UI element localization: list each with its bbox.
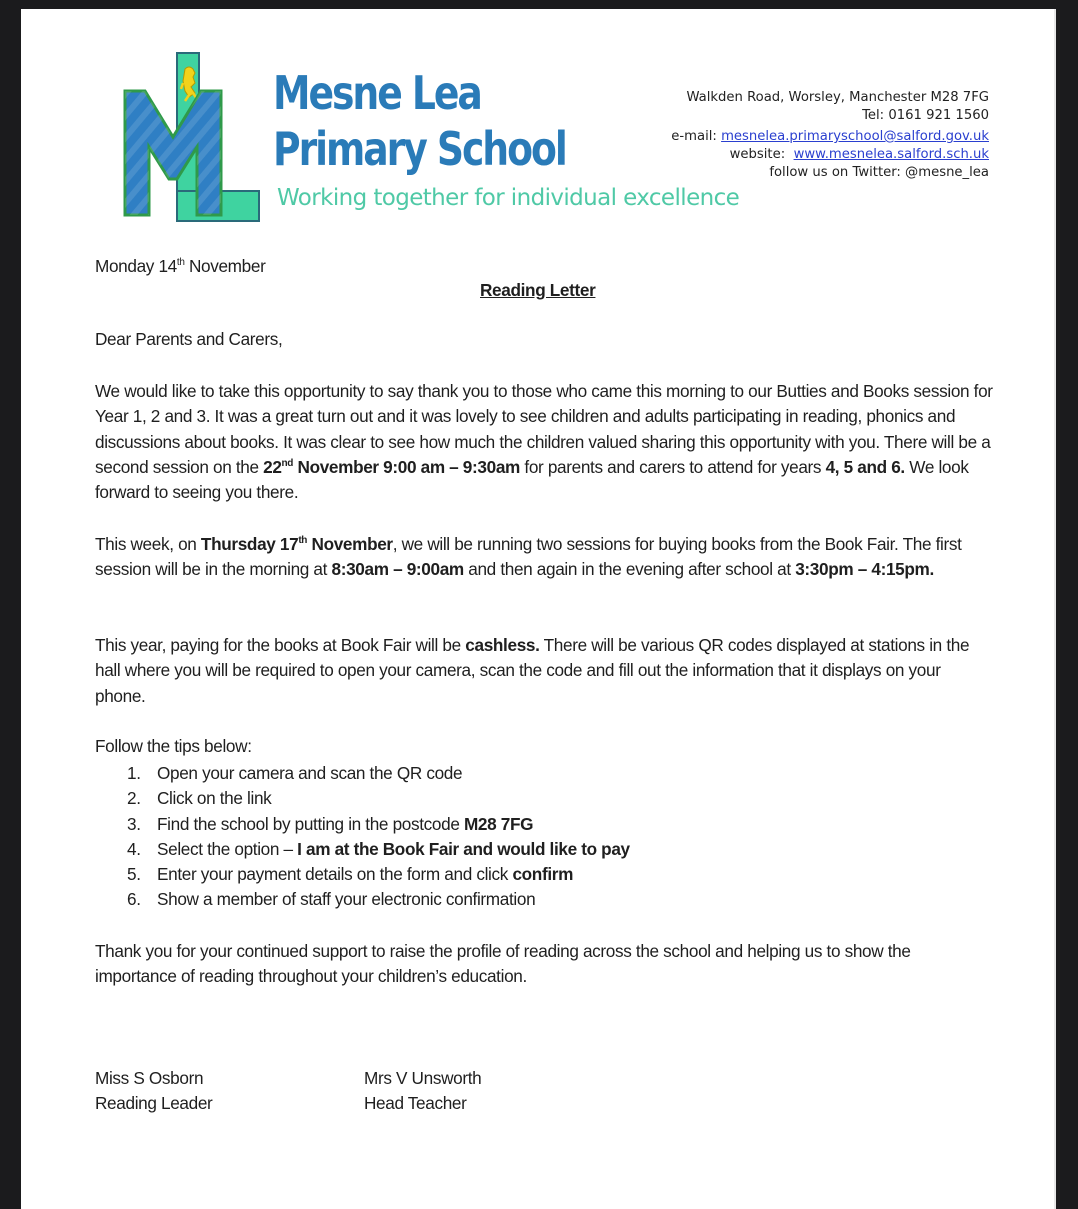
signatory-role: Reading Leader: [95, 1093, 213, 1113]
signature-reading-leader: [95, 1066, 212, 1116]
signatory-name: Miss S Osborn: [95, 1068, 204, 1088]
telephone: Tel: 0161 921 1560: [862, 108, 989, 123]
salutation: Dear Parents and Carers,: [95, 329, 283, 349]
letter-title: Reading Letter: [480, 280, 596, 300]
tip-item: 5. Enter your payment details on the form and click confirm: [127, 864, 574, 885]
address: Walkden Road, Worsley, Manchester M28 7FG: [686, 90, 989, 105]
signatory-role: Head Teacher: [364, 1093, 467, 1113]
tip-item: 2. Click on the link: [127, 788, 272, 809]
school-logo-icon: [121, 51, 261, 223]
tips-label: Follow the tips below:: [95, 736, 252, 756]
school-name-line2: Primary School: [273, 122, 566, 176]
email-link[interactable]: mesnelea.primaryschool@salford.gov.uk: [721, 129, 989, 144]
tip-item: 3. Find the school by putting in the postcode M28 7FG: [127, 813, 534, 834]
signatory-name: Mrs V Unsworth: [364, 1068, 482, 1088]
school-name-line1: Mesne Lea: [273, 66, 481, 120]
website-line: website: www.mesnelea.salford.sch.uk: [729, 147, 989, 162]
school-name: [273, 65, 566, 177]
tip-item: 1. Open your camera and scan the QR code: [127, 763, 463, 783]
email-line: e-mail: mesnelea.primaryschool@salford.gov.uk: [671, 129, 989, 144]
telephone-number: 0161 921 1560: [888, 108, 989, 123]
tips-list: [127, 761, 630, 913]
letter-page: [21, 9, 1056, 1209]
letter-date: Monday 14th November: [95, 256, 266, 276]
tip-item: 4. Select the option – I am at the Book Fair and would like to pay: [127, 838, 630, 859]
tip-item: 6. Show a member of staff your electronic confirmation: [127, 889, 536, 910]
paragraph-thank-you: We would like to take this opportunity to say thank you to those who came this morning to our Butties and Books session for Year 1, 2 and 3. It was a great turn out and it was lovely to see children and adults participating in reading, phonics and discussions about books. It was clear to see how much the children valued sharing this opportunity with you. There will be a second session on the 22nd November 9:00 am – 9:30am for parents and carers to attend for years 4, 5 and 6. We look forward to seeing you there.: [95, 381, 993, 503]
paragraph-cashless: This year, paying for the books at Book Fair will be cashless. There will be various QR codes displayed at stations in the hall where you will be required to open your camera, scan the code and fill out the information that it displays on your phone.: [95, 635, 970, 706]
twitter-handle: follow us on Twitter: @mesne_lea: [769, 165, 989, 180]
paragraph-closing: Thank you for your continued support to raise the profile of reading across the school and helping us to show the importance of reading throughout your children’s education.: [95, 941, 911, 987]
school-tagline: Working together for individual excellence: [277, 185, 740, 211]
signature-head-teacher: [364, 1066, 481, 1116]
website-link[interactable]: www.mesnelea.salford.sch.uk: [793, 147, 989, 162]
paragraph-book-fair: This week, on Thursday 17th November, we will be running two sessions for buying books from the Book Fair. The first session will be in the morning at 8:30am – 9:00am and then again in the evening after school at 3:30pm – 4:15pm.: [95, 534, 962, 580]
contact-block: [671, 89, 989, 182]
